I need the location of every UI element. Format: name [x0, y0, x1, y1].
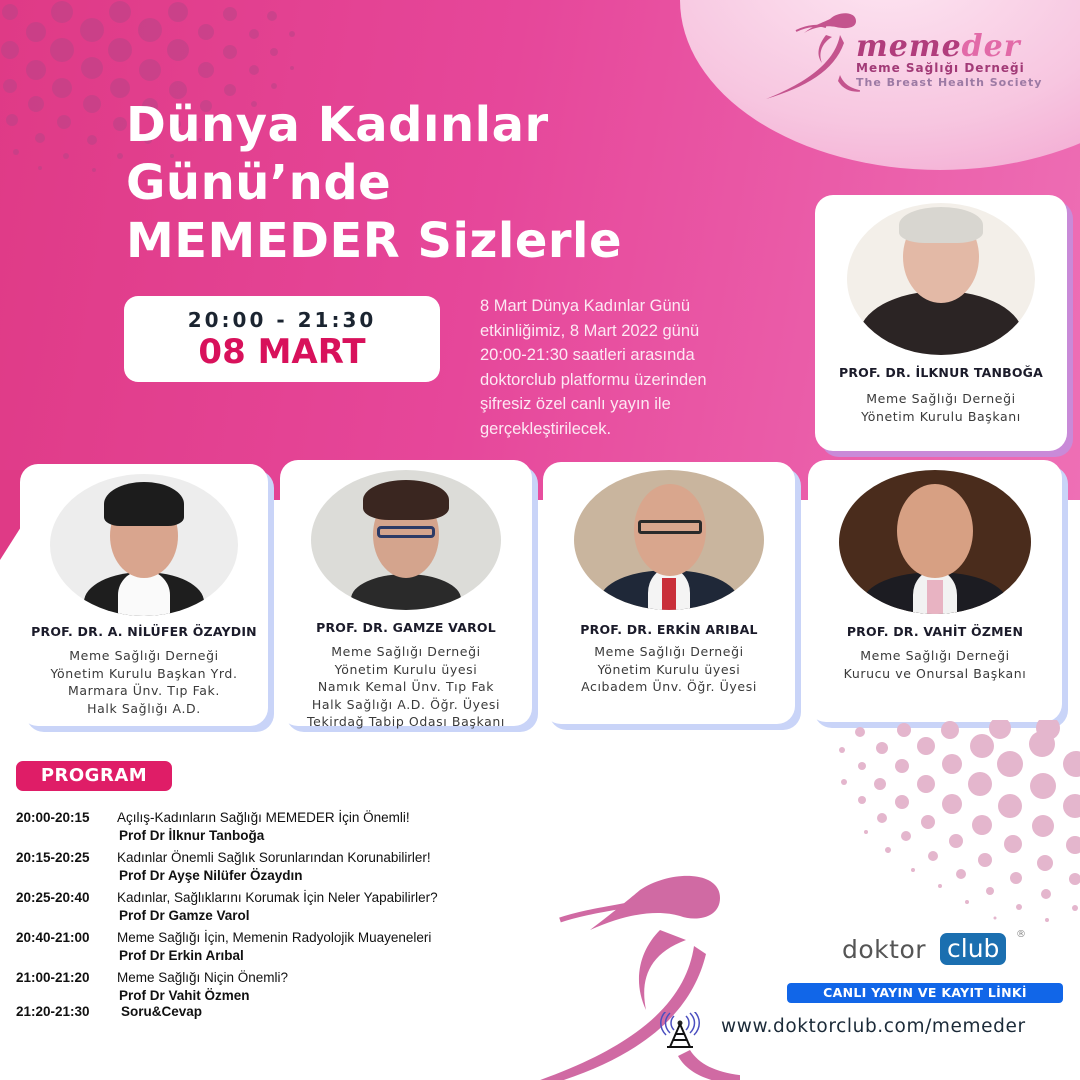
logo-wordmark: memeder: [856, 29, 1021, 64]
speaker-photo: [574, 470, 764, 610]
program-item: [16, 1004, 556, 1044]
program-item: [16, 930, 556, 970]
program-speaker: Prof Dr Ayşe Nilüfer Özaydın: [119, 868, 303, 883]
doktorclub-logo-text: doktor: [842, 935, 927, 964]
program-title: Meme Sağlığı İçin, Memenin Radyolojik Muayeneleri: [117, 930, 432, 945]
description-line: etkinliğimiz, 8 Mart 2022 günü: [480, 321, 700, 340]
program-speaker: Prof Dr Gamze Varol: [119, 908, 250, 923]
speaker-card: [20, 464, 268, 726]
event-date: 08 MART: [198, 332, 366, 372]
program-speaker: Prof Dr Erkin Arıbal: [119, 948, 244, 963]
program-time: 21:20-21:30: [16, 1004, 90, 1019]
speaker-role: Kurucu ve Onursal Başkanı: [843, 665, 1027, 681]
speaker-name: PROF. DR. GAMZE VAROL: [316, 620, 496, 635]
program-time: 20:25-20:40: [16, 890, 90, 905]
speaker-role: Meme Sağlığı Derneği: [866, 391, 1016, 406]
event-date-box: [124, 296, 440, 382]
description-line: gerçekleştirilecek.: [480, 419, 612, 438]
speaker-role: Yönetim Kurulu Başkan Yrd.: [50, 665, 238, 681]
page-title: [126, 96, 622, 270]
description-line: şifresiz özel canlı yayın ile: [480, 395, 671, 413]
program-title: Soru&Cevap: [121, 1004, 203, 1019]
title-line-2: Günü’nde: [126, 155, 392, 211]
speaker-photo: [311, 470, 501, 610]
program-time: 20:15-20:25: [16, 850, 90, 865]
speaker-role: Meme Sağlığı Derneği: [69, 648, 219, 663]
speaker-role: Meme Sağlığı Derneği: [331, 644, 481, 659]
program-item: [16, 890, 556, 930]
speaker-role: Halk Sağlığı A.D. Öğr. Üyesi: [311, 696, 501, 712]
program-speaker: Prof Dr İlknur Tanboğa: [119, 828, 265, 843]
program-item: [16, 850, 556, 890]
stream-url-link[interactable]: www.doktorclub.com/memeder: [721, 1016, 1026, 1037]
speaker-name: PROF. DR. VAHİT ÖZMEN: [846, 624, 1024, 639]
dot-pattern-decoration: [800, 720, 1080, 930]
speaker-role: Yönetim Kurulu üyesi: [597, 661, 741, 677]
program-item: [16, 810, 556, 850]
runner-ribbon-icon: [760, 5, 860, 105]
program-item: [16, 970, 556, 1004]
speaker-role: Yönetim Kurulu üyesi: [334, 661, 478, 677]
speaker-role: Meme Sağlığı Derneği: [860, 648, 1010, 663]
program-time: 21:00-21:20: [16, 970, 90, 985]
doktorclub-logo-badge: club: [940, 933, 1006, 965]
speaker-name: PROF. DR. ERKİN ARIBAL: [580, 622, 758, 637]
speaker-card: [815, 195, 1067, 451]
program-time: 20:00-20:15: [16, 810, 90, 825]
speaker-role: Meme Sağlığı Derneği: [594, 644, 744, 659]
speaker-role: Tekirdağ Tabip Odası Başkanı: [307, 714, 505, 729]
speaker-card: [543, 462, 795, 724]
logo-subtitle-tr: Meme Sağlığı Derneği: [856, 61, 1025, 75]
description-line: 8 Mart Dünya Kadınlar Günü: [480, 297, 691, 315]
program-speaker: Prof Dr Vahit Özmen: [119, 988, 250, 1003]
event-time: 20:00 - 21:30: [187, 308, 377, 332]
speaker-photo: [50, 474, 238, 616]
speaker-role: Yönetim Kurulu Başkanı: [861, 408, 1021, 424]
description-line: doktorclub platformu üzerinden: [480, 370, 707, 389]
program-list: [16, 810, 556, 1044]
speaker-name: PROF. DR. İLKNUR TANBOĞA: [838, 365, 1044, 380]
speaker-role: Acıbadem Ünv. Öğr. Üyesi: [581, 679, 757, 694]
description-line: 20:00-21:30 saatleri arasında: [480, 346, 695, 364]
speaker-card: [808, 460, 1062, 722]
program-heading: PROGRAM: [16, 761, 172, 791]
event-description: [480, 294, 800, 441]
speaker-role: Namık Kemal Ünv. Tıp Fak: [317, 679, 495, 694]
program-title: Kadınlar Önemli Sağlık Sorunlarından Korunabilirler!: [117, 850, 431, 865]
memeder-logo: [760, 5, 1060, 105]
program-title: Meme Sağlığı Niçin Önemli?: [117, 970, 289, 985]
title-line-1: Dünya Kadınlar: [126, 97, 549, 153]
program-time: 20:40-21:00: [16, 930, 90, 945]
speaker-role: Marmara Ünv. Tıp Fak.: [68, 683, 220, 698]
speaker-role: Halk Sağlığı A.D.: [87, 700, 201, 716]
speaker-photo: [847, 203, 1035, 355]
logo-subtitle-en: The Breast Health Society: [856, 76, 1043, 89]
speaker-photo: [839, 470, 1031, 614]
speaker-name: PROF. DR. A. NİLÜFER ÖZAYDIN: [31, 624, 257, 639]
program-title: Açılış-Kadınların Sağlığı MEMEDER İçin Önemli!: [117, 810, 410, 825]
speaker-card: [280, 460, 532, 729]
broadcast-tower-icon: [657, 1012, 703, 1048]
runner-ribbon-icon: [520, 850, 740, 1080]
program-title: Kadınlar, Sağlıklarını Korumak İçin Neler Yapabilirler?: [117, 890, 438, 905]
title-line-3: MEMEDER Sizlerle: [126, 213, 623, 269]
live-stream-badge: CANLI YAYIN VE KAYIT LİNKİ: [787, 983, 1063, 1003]
registered-mark: ®: [1016, 929, 1026, 940]
